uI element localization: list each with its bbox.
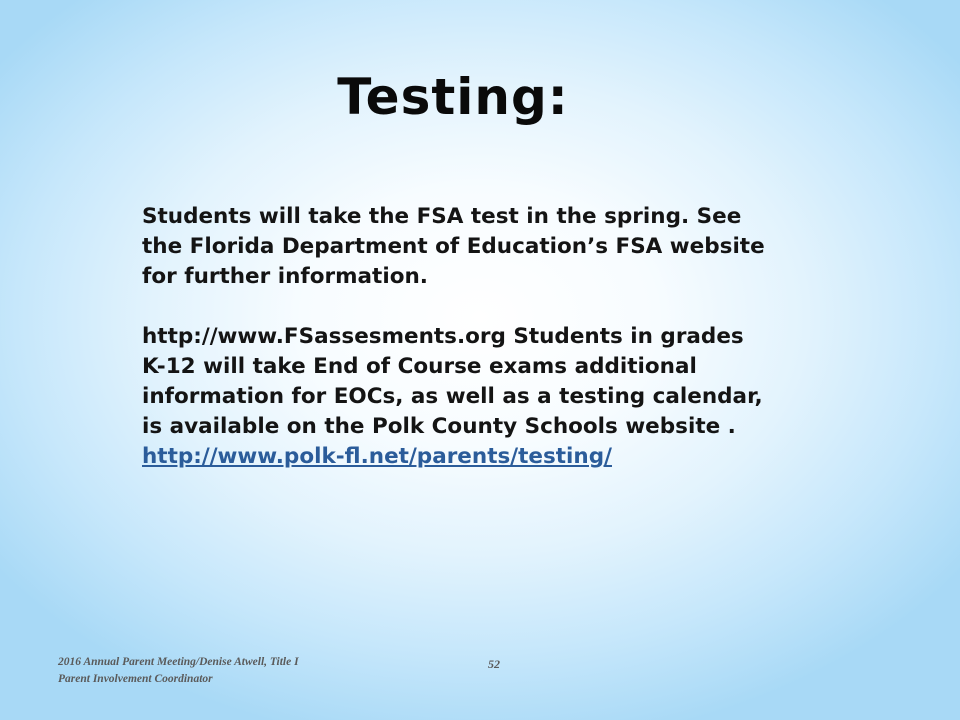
footer-credit [58, 654, 299, 688]
polk-testing-link[interactable]: http://www.polk-fl.net/parents/testing/ [142, 444, 612, 469]
paragraph-2-line-1: http://www.FSassesments.org Students in grades [142, 324, 744, 349]
paragraph-2-line-4: is available on the Polk County Schools website . [142, 414, 736, 439]
paragraph-2-line-3: information for EOCs, as well as a testing calendar, [142, 384, 763, 409]
paragraph-1-line-2: the Florida Department of Education’s FSA website [142, 234, 765, 259]
footer-credit-line-1: 2016 Annual Parent Meeting/Denise Atwell, Title I [58, 656, 299, 668]
footer-credit-line-2: Parent Involvement Coordinator [58, 673, 213, 685]
slide-title: Testing: [337, 68, 569, 126]
slide-body [142, 202, 862, 472]
paragraph-1-line-1: Students will take the FSA test in the spring. See [142, 204, 742, 229]
paragraph-1-line-3: for further information. [142, 264, 428, 289]
paragraph-2-line-2: K-12 will take End of Course exams additional [142, 354, 697, 379]
paragraph-spacer [142, 292, 862, 322]
page-number: 52 [488, 657, 500, 671]
